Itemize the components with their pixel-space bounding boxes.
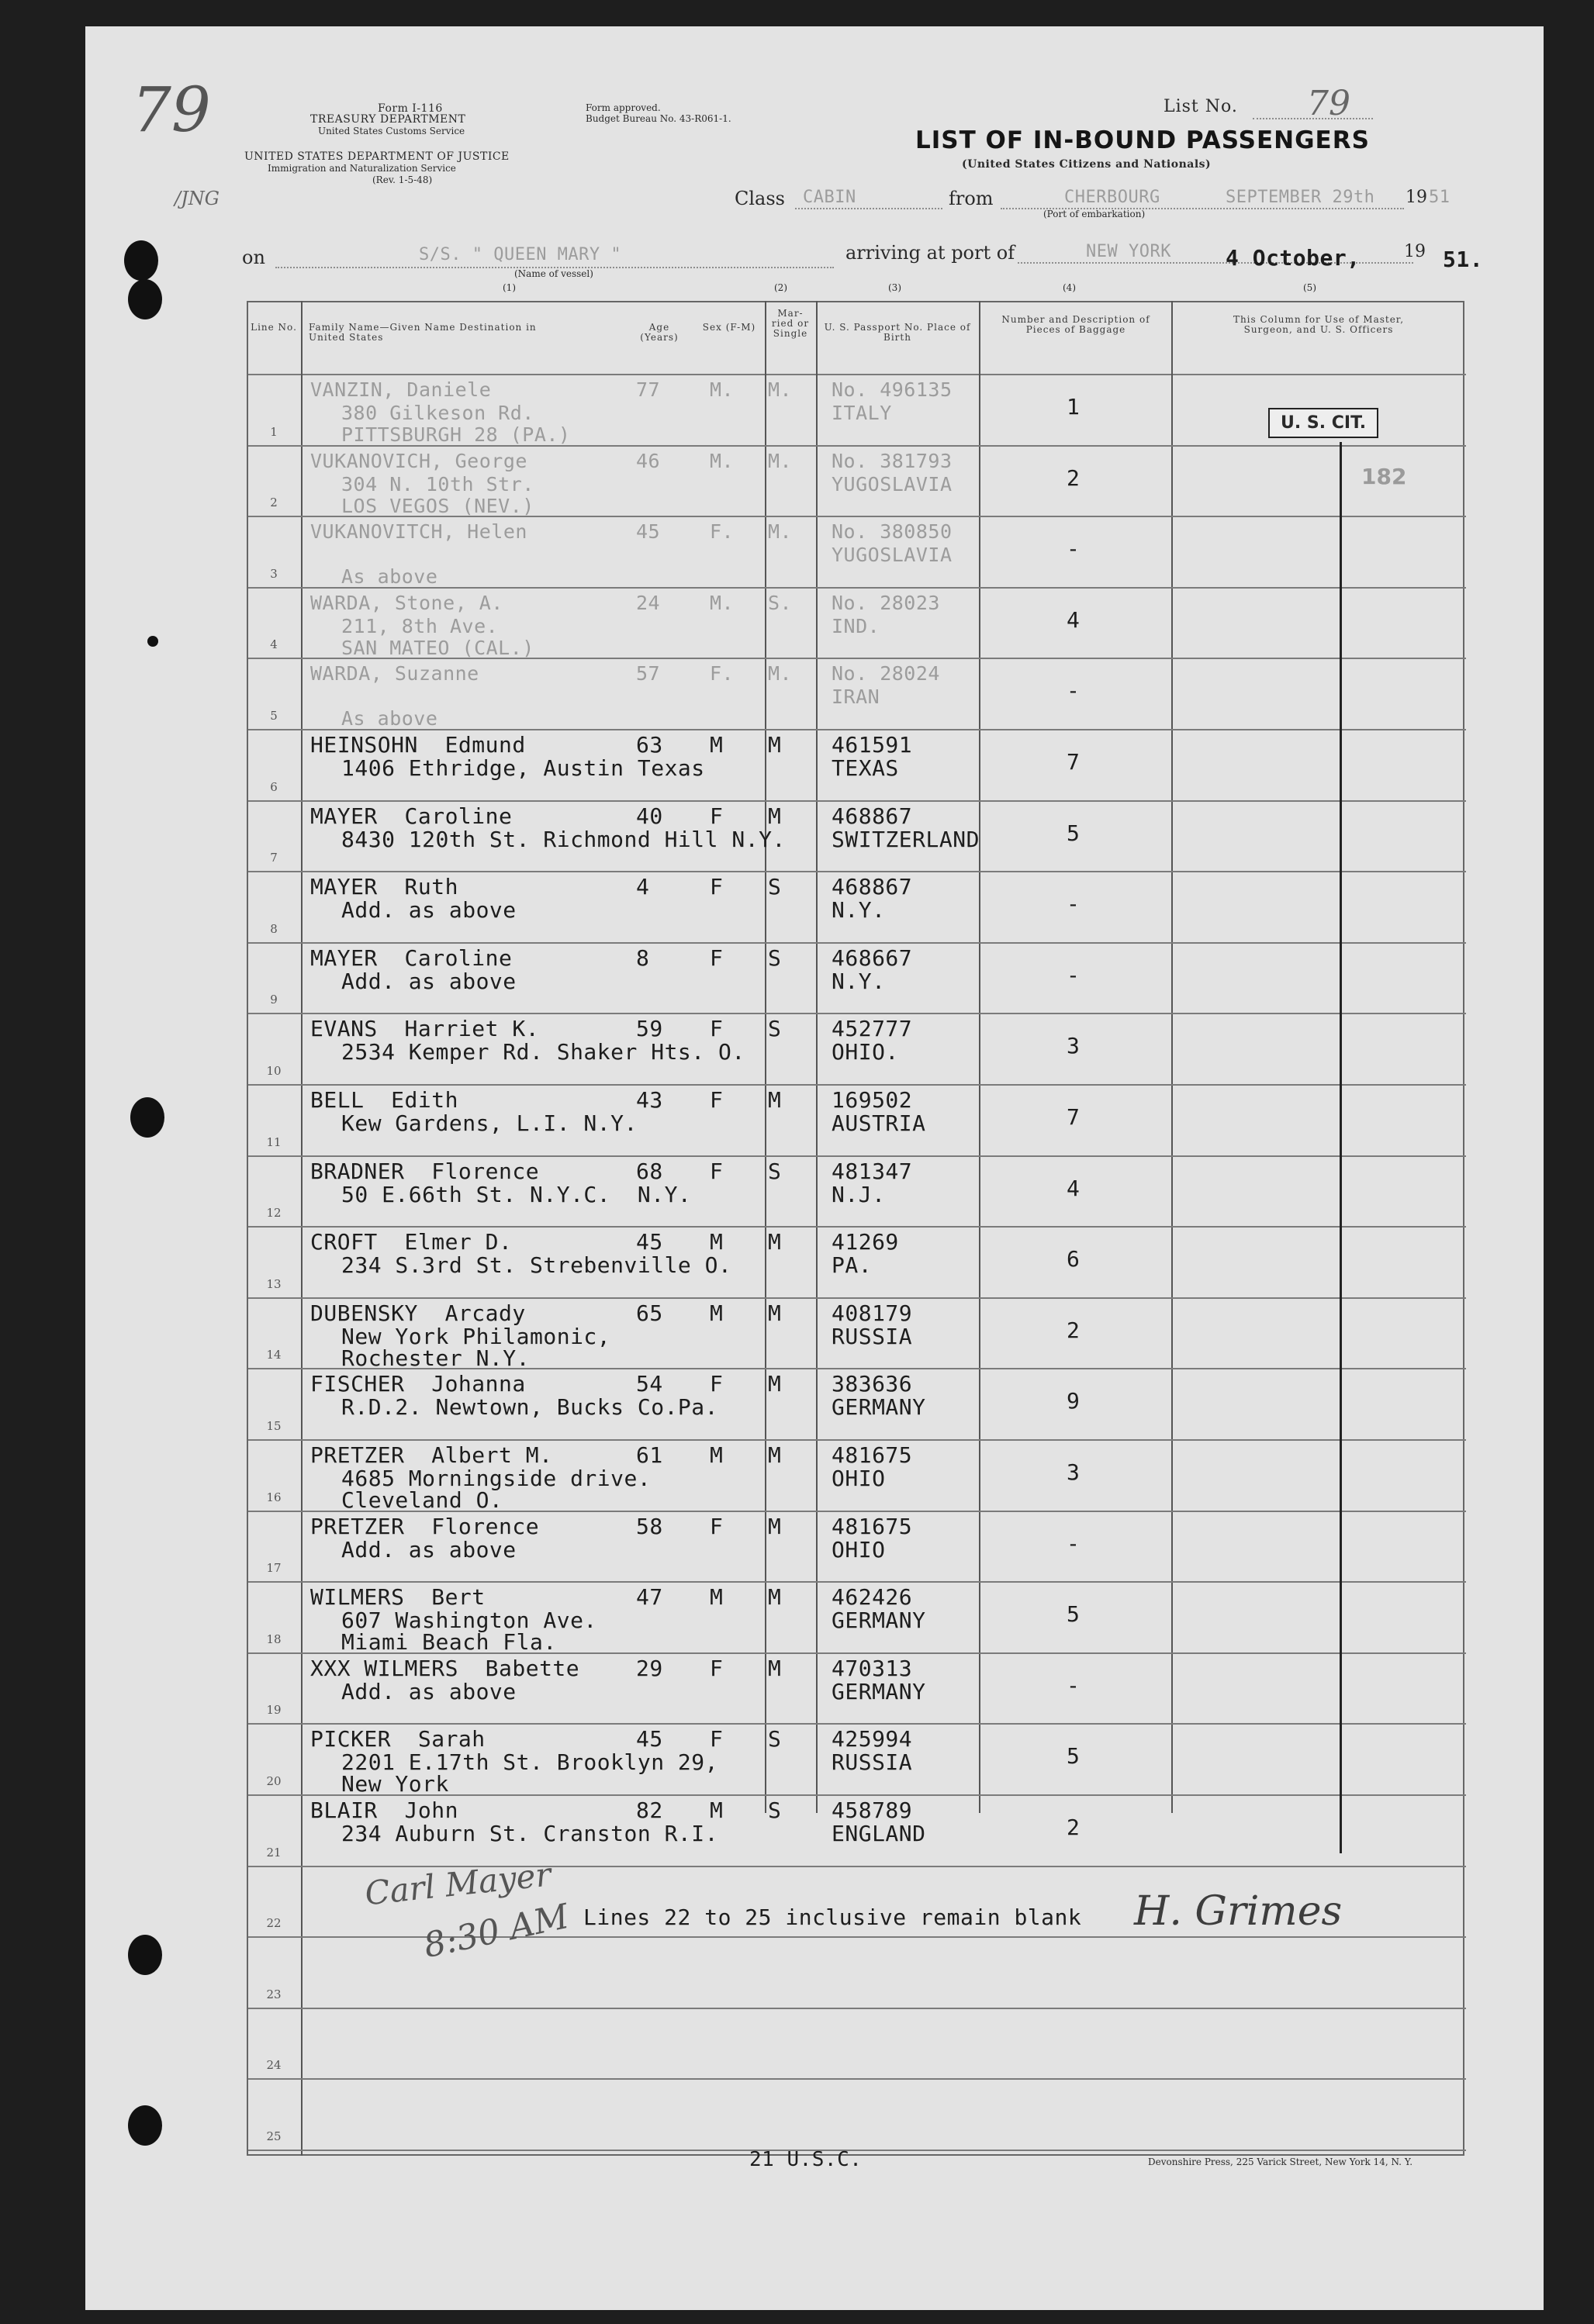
punch-hole <box>128 1935 162 1975</box>
passenger-age: 54 <box>636 1371 663 1397</box>
column-number-5: (5) <box>1303 282 1316 293</box>
line-number: 15 <box>266 1419 282 1433</box>
passenger-age: 45 <box>636 520 661 544</box>
passenger-marital-status: M <box>768 1513 782 1539</box>
punch-hole <box>128 279 162 319</box>
baggage-count: 9 <box>1067 1388 1081 1414</box>
passenger-sex: F <box>710 1513 724 1539</box>
table-header-divider <box>248 374 1466 375</box>
column-number-1: (1) <box>503 282 516 293</box>
passenger-address-line-1: 2534 Kemper Rd. Shaker Hts. O. <box>341 1039 745 1065</box>
passenger-name: VUKANOVICH, George <box>310 449 527 472</box>
place-of-birth: GERMANY <box>832 1678 926 1704</box>
justice-department: UNITED STATES DEPARTMENT OF JUSTICE <box>244 150 510 163</box>
departure-year: 51 <box>1429 188 1451 207</box>
passport-number: 470313 <box>832 1655 913 1681</box>
passenger-sex: M. <box>710 378 735 401</box>
row-divider <box>248 2008 1466 2009</box>
row-divider <box>248 1013 1466 1014</box>
baggage-count: - <box>1067 891 1081 917</box>
list-number-value: 79 <box>1307 84 1350 123</box>
header-line-no: Line No. <box>251 322 297 333</box>
line-number: 20 <box>266 1774 282 1788</box>
passenger-name: VANZIN, Daniele <box>310 378 492 401</box>
passenger-sex: F <box>710 1158 724 1184</box>
passenger-name: MAYER Caroline <box>310 803 513 829</box>
baggage-count: - <box>1067 536 1081 562</box>
passenger-marital-status: M. <box>768 662 793 685</box>
year-prefix-departure: 19 <box>1406 188 1427 207</box>
passenger-sex: M <box>710 732 724 758</box>
customs-service: United States Customs Service <box>318 126 465 136</box>
passenger-address-line-1: 2201 E.17th St. Brooklyn 29, <box>341 1749 719 1776</box>
passport-number: 425994 <box>832 1726 913 1752</box>
passenger-age: 68 <box>636 1158 663 1184</box>
passenger-marital-status: M <box>768 732 782 758</box>
passport-number: 468867 <box>832 803 913 829</box>
baggage-count: 7 <box>1067 1104 1081 1130</box>
us-citizen-stamp: U. S. CIT. <box>1268 408 1378 438</box>
row-divider <box>248 942 1466 944</box>
passenger-address-line-1: 1406 Ethridge, Austin Texas <box>341 755 705 781</box>
passenger-marital-status: M <box>768 1300 782 1326</box>
header-baggage: Number and Description of Pieces of Baggage <box>1001 314 1150 335</box>
passenger-marital-status: M <box>768 803 782 829</box>
row-divider <box>248 871 1466 872</box>
passenger-marital-status: M <box>768 1584 782 1611</box>
passenger-age: 45 <box>636 1229 663 1255</box>
row-divider <box>248 1439 1466 1441</box>
row-divider <box>248 1866 1466 1867</box>
passenger-marital-status: S. <box>768 591 793 614</box>
passport-number: 468667 <box>832 944 913 971</box>
baggage-count: 6 <box>1067 1246 1081 1273</box>
line-number: 1 <box>270 424 278 439</box>
passenger-marital-status: S <box>768 1158 782 1184</box>
passport-number: 452777 <box>832 1016 913 1042</box>
place-of-birth: N.J. <box>832 1181 886 1207</box>
line-number: 10 <box>266 1064 282 1078</box>
row-divider <box>248 1297 1466 1299</box>
passenger-sex: F <box>710 1087 724 1113</box>
officer-signature: Carl Mayer <box>363 1855 553 1913</box>
line-number: 2 <box>270 496 278 510</box>
passenger-age: 46 <box>636 449 661 472</box>
passenger-name: EVANS Harriet K. <box>310 1016 540 1042</box>
column-divider <box>1171 301 1173 1813</box>
line-number: 8 <box>270 921 278 936</box>
passenger-address-line-2: As above <box>341 707 438 730</box>
passenger-address-line-2: SAN MATEO (CAL.) <box>341 636 534 659</box>
passenger-sex: F <box>710 803 724 829</box>
passenger-name: FISCHER Johanna <box>310 1371 526 1397</box>
arrival-port: NEW YORK <box>1086 242 1171 261</box>
passenger-marital-status: M. <box>768 520 793 544</box>
baggage-count: 3 <box>1067 1459 1081 1485</box>
passenger-marital-status: M <box>768 1087 782 1113</box>
baggage-count: 2 <box>1067 464 1081 491</box>
handwritten-initials: /JNG <box>175 188 220 209</box>
row-divider <box>248 800 1466 802</box>
header-age: Age (Years) <box>640 322 679 343</box>
passenger-sex: M <box>710 1442 724 1468</box>
passport-number: No. 28024 <box>832 662 940 685</box>
passenger-address-line-1: 234 Auburn St. Cranston R.I. <box>341 1821 719 1846</box>
passenger-name: WILMERS Bert <box>310 1584 486 1611</box>
passenger-name: BLAIR John <box>310 1797 458 1823</box>
class-value: CABIN <box>803 188 856 207</box>
footer-printer: Devonshire Press, 225 Varick Street, New York 14, N. Y. <box>1148 2157 1413 2167</box>
passenger-name: WARDA, Suzanne <box>310 662 479 685</box>
passenger-name: MAYER Ruth <box>310 874 458 900</box>
departure-date: SEPTEMBER 29th <box>1226 188 1375 207</box>
passenger-address-line-1: R.D.2. Newtown, Bucks Co.Pa. <box>341 1394 719 1421</box>
arrival-date: 4 October, <box>1226 245 1361 271</box>
passenger-address-line-2: As above <box>341 565 438 589</box>
line-number: 4 <box>270 637 278 652</box>
baggage-count: - <box>1067 1672 1081 1698</box>
column-number-3: (3) <box>888 282 901 293</box>
line-number: 16 <box>266 1490 282 1504</box>
time-note: 8:30 AM <box>420 1896 572 1967</box>
passenger-address-line-1: 380 Gilkeson Rd. <box>341 402 534 424</box>
passenger-name: HEINSOHN Edmund <box>310 732 526 758</box>
line-number: 21 <box>266 1845 282 1860</box>
revision-date: (Rev. 1-5-48) <box>372 174 433 185</box>
place-of-birth: ITALY <box>832 402 892 424</box>
passenger-marital-status: S <box>768 1726 782 1752</box>
row-divider <box>248 1155 1466 1157</box>
passport-number: 481675 <box>832 1442 913 1468</box>
line-number: 13 <box>266 1276 282 1291</box>
line-number: 3 <box>270 566 278 581</box>
row-divider <box>248 1723 1466 1725</box>
passport-number: 383636 <box>832 1371 913 1397</box>
passport-number: 461591 <box>832 732 913 758</box>
line-number: 25 <box>266 2129 282 2143</box>
arriving-label: arriving at port of <box>845 242 1015 264</box>
place-of-birth: OHIO <box>832 1466 886 1491</box>
footer-statute: 21 U.S.C. <box>749 2148 863 2171</box>
passenger-address-line-1: 607 Washington Ave. <box>341 1607 597 1634</box>
passenger-age: 24 <box>636 591 661 614</box>
place-of-birth: IRAN <box>832 685 880 709</box>
passenger-name: PRETZER Florence <box>310 1513 540 1539</box>
passport-number: 41269 <box>832 1229 899 1255</box>
passenger-name: PICKER Sarah <box>310 1726 486 1752</box>
passenger-name: WARDA, Stone, A. <box>310 591 503 614</box>
passenger-address-line-1: Kew Gardens, L.I. N.Y. <box>341 1110 638 1136</box>
punch-hole <box>130 1097 164 1138</box>
place-of-birth: OHIO <box>832 1536 886 1563</box>
passenger-name: MAYER Caroline <box>310 944 513 971</box>
passport-number: No. 380850 <box>832 520 953 544</box>
passenger-sex: M <box>710 1229 724 1255</box>
passport-number: No. 496135 <box>832 378 953 401</box>
passenger-marital-status: M <box>768 1371 782 1397</box>
column-number-4: (4) <box>1063 282 1076 293</box>
passenger-address-line-1: 211, 8th Ave. <box>341 614 499 637</box>
passenger-sex: M <box>710 1797 724 1823</box>
passenger-sex: M <box>710 1584 724 1611</box>
column-divider <box>301 301 303 2156</box>
form-number: Form I-116 <box>378 102 443 115</box>
row-divider <box>248 1084 1466 1086</box>
line-number: 17 <box>266 1561 282 1576</box>
passenger-age: 77 <box>636 378 661 401</box>
passenger-sex: F <box>710 1726 724 1752</box>
vessel-caption: (Name of vessel) <box>514 268 593 279</box>
blank-lines-remark: Lines 22 to 25 inclusive remain blank <box>583 1904 1082 1930</box>
place-of-birth: N.Y. <box>832 968 886 994</box>
passport-number: 169502 <box>832 1087 913 1113</box>
place-of-birth: RUSSIA <box>832 1323 913 1349</box>
column-number-2: (2) <box>774 282 787 293</box>
passenger-age: 47 <box>636 1584 663 1611</box>
passenger-age: 61 <box>636 1442 663 1468</box>
passenger-name: BRADNER Florence <box>310 1158 540 1184</box>
place-of-birth: SWITZERLAND <box>832 826 980 852</box>
from-label: from <box>949 188 994 209</box>
passenger-name: BELL Edith <box>310 1087 458 1113</box>
handwritten-list-number: 79 <box>132 74 211 146</box>
punch-hole <box>147 636 158 647</box>
year-prefix-arrival: 19 <box>1404 242 1426 261</box>
passenger-address-line-2: Miami Beach Fla. <box>341 1629 557 1656</box>
budget-bureau: Budget Bureau No. 43-R061-1. <box>586 113 731 124</box>
line-number: 6 <box>270 779 278 794</box>
page-title: LIST OF IN-BOUND PASSENGERS <box>915 126 1370 154</box>
passenger-name: DUBENSKY Arcady <box>310 1300 526 1326</box>
passenger-age: 82 <box>636 1797 663 1823</box>
place-of-birth: YUGOSLAVIA <box>832 472 953 496</box>
passenger-sex: F. <box>710 520 735 544</box>
passenger-address-line-1: 50 E.66th St. N.Y.C. N.Y. <box>341 1181 692 1207</box>
place-of-birth: YUGOSLAVIA <box>832 544 953 567</box>
port-embarkation-caption: (Port of embarkation) <box>1043 209 1146 219</box>
class-label: Class <box>735 188 785 209</box>
passport-number: 481347 <box>832 1158 913 1184</box>
passenger-sex: M <box>710 1300 724 1326</box>
passenger-age: 57 <box>636 662 661 685</box>
row-divider <box>248 1226 1466 1228</box>
bracket-line <box>1340 442 1342 1853</box>
passenger-marital-status: M <box>768 1442 782 1468</box>
passenger-age: 29 <box>636 1655 663 1681</box>
form-approved: Form approved. <box>586 102 661 113</box>
passenger-marital-status: M. <box>768 378 793 401</box>
passenger-address-line-2: Cleveland O. <box>341 1487 503 1513</box>
baggage-count: - <box>1067 962 1081 988</box>
passenger-address-line-2: New York <box>341 1771 449 1797</box>
on-label: on <box>242 247 265 268</box>
signature: H. Grimes <box>1134 1888 1343 1935</box>
passenger-address-line-1: 304 N. 10th Str. <box>341 472 534 496</box>
baggage-count: - <box>1067 678 1081 704</box>
passenger-age: 40 <box>636 803 663 829</box>
passenger-sex: F. <box>710 662 735 685</box>
passport-number: No. 28023 <box>832 591 940 614</box>
passenger-age: 8 <box>636 944 650 971</box>
passenger-address-line-1: New York Philamonic, <box>341 1323 611 1349</box>
passenger-sex: M. <box>710 591 735 614</box>
line-number: 7 <box>270 851 278 865</box>
passenger-sex: F <box>710 1655 724 1681</box>
passenger-age: 4 <box>636 874 650 900</box>
row-divider <box>248 1581 1466 1583</box>
passenger-marital-status: S <box>768 1016 782 1042</box>
passenger-sex: F <box>710 944 724 971</box>
baggage-count: 5 <box>1067 1743 1081 1770</box>
place-of-birth: RUSSIA <box>832 1749 913 1776</box>
place-of-birth: GERMANY <box>832 1394 926 1421</box>
place-of-birth: PA. <box>832 1252 873 1279</box>
baggage-count: 4 <box>1067 606 1081 633</box>
baggage-count: 3 <box>1067 1033 1081 1059</box>
passenger-address-line-1: 234 S.3rd St. Strebenville O. <box>341 1252 732 1279</box>
baggage-count: - <box>1067 1530 1081 1556</box>
place-of-birth: AUSTRIA <box>832 1110 926 1136</box>
passenger-marital-status: M. <box>768 449 793 472</box>
line-number: 23 <box>266 1987 282 2001</box>
passenger-marital-status: S <box>768 1797 782 1823</box>
passenger-address-line-1: 8430 120th St. Richmond Hill N.Y. <box>341 826 786 852</box>
header-officer: This Column for Use of Master, Surgeon, and U. S. Officers <box>1233 314 1405 335</box>
passenger-sex: F <box>710 874 724 900</box>
passport-number: 468867 <box>832 874 913 900</box>
passport-number: No. 381793 <box>832 449 953 472</box>
passenger-sex: F <box>710 1371 724 1397</box>
passenger-name: XXX WILMERS Babette <box>310 1655 580 1681</box>
page-subtitle: (United States Citizens and Nationals) <box>962 158 1212 171</box>
line-number: 22 <box>266 1916 282 1931</box>
passenger-marital-status: M <box>768 1229 782 1255</box>
line-number: 5 <box>270 709 278 723</box>
list-number-label: List No. <box>1164 97 1238 116</box>
header-sex: Sex (F-M) <box>702 322 756 333</box>
line-number: 11 <box>266 1134 282 1149</box>
passenger-name: PRETZER Albert M. <box>310 1442 553 1468</box>
baggage-count: 2 <box>1067 1815 1081 1840</box>
line-number: 19 <box>266 1703 282 1718</box>
passenger-age: 45 <box>636 1726 663 1752</box>
baggage-count: 7 <box>1067 749 1081 775</box>
from-port: CHERBOURG <box>1064 188 1160 207</box>
ins-service: Immigration and Naturalization Service <box>268 163 456 174</box>
baggage-count: 4 <box>1067 1175 1081 1201</box>
passenger-age: 65 <box>636 1300 663 1326</box>
passenger-address-line-1: Add. as above <box>341 1678 517 1704</box>
passenger-age: 58 <box>636 1513 663 1539</box>
place-of-birth: GERMANY <box>832 1607 926 1634</box>
row-divider <box>248 2078 1466 2080</box>
line-number: 18 <box>266 1632 282 1646</box>
treasury-department: TREASURY DEPARTMENT <box>310 113 466 126</box>
passenger-address-line-1: Add. as above <box>341 897 517 924</box>
column-divider <box>979 301 980 1813</box>
place-of-birth: ENGLAND <box>832 1821 926 1846</box>
header-name: Family Name—Given Name Destination in United States <box>309 322 537 343</box>
column-divider <box>765 301 766 1813</box>
header-passport: U. S. Passport No. Place of Birth <box>824 322 971 343</box>
line-number: 12 <box>266 1206 282 1221</box>
passport-number: 458789 <box>832 1797 913 1823</box>
passenger-address-line-2: Rochester N.Y. <box>341 1345 531 1371</box>
passenger-age: 43 <box>636 1087 663 1113</box>
passenger-name: CROFT Elmer D. <box>310 1229 513 1255</box>
column-divider <box>816 301 818 1813</box>
baggage-count: 5 <box>1067 820 1081 846</box>
stamp-number: 182 <box>1361 464 1407 489</box>
passenger-address-line-2: PITTSBURGH 28 (PA.) <box>341 423 571 446</box>
passenger-address-line-1: Add. as above <box>341 968 517 994</box>
baggage-count: 2 <box>1067 1317 1081 1343</box>
passenger-address-line-1: 4685 Morningside drive. <box>341 1466 652 1491</box>
punch-hole <box>128 2105 162 2146</box>
passport-number: 408179 <box>832 1300 913 1326</box>
punch-hole <box>124 240 158 281</box>
passenger-age: 63 <box>636 732 663 758</box>
baggage-count: 5 <box>1067 1601 1081 1628</box>
place-of-birth: TEXAS <box>832 755 899 781</box>
passenger-sex: M. <box>710 449 735 472</box>
place-of-birth: N.Y. <box>832 897 886 924</box>
passenger-sex: F <box>710 1016 724 1042</box>
passenger-address-line-2: LOS VEGOS (NEV.) <box>341 494 534 517</box>
passenger-marital-status: S <box>768 874 782 900</box>
place-of-birth: OHIO. <box>832 1039 899 1065</box>
passenger-marital-status: S <box>768 944 782 971</box>
vessel-name: S/S. " QUEEN MARY " <box>419 245 622 264</box>
passport-number: 462426 <box>832 1584 913 1611</box>
passport-number: 481675 <box>832 1513 913 1539</box>
passenger-age: 59 <box>636 1016 663 1042</box>
line-number: 14 <box>266 1348 282 1362</box>
place-of-birth: IND. <box>832 614 880 637</box>
line-number: 24 <box>266 2058 282 2073</box>
header-married: Mar- ried or Single <box>771 308 810 339</box>
line-number: 9 <box>270 993 278 1007</box>
baggage-count: 1 <box>1067 394 1081 420</box>
arrival-year: 51. <box>1443 247 1484 272</box>
passenger-address-line-1: Add. as above <box>341 1536 517 1563</box>
passenger-name: VUKANOVITCH, Helen <box>310 520 527 544</box>
passenger-marital-status: M <box>768 1655 782 1681</box>
